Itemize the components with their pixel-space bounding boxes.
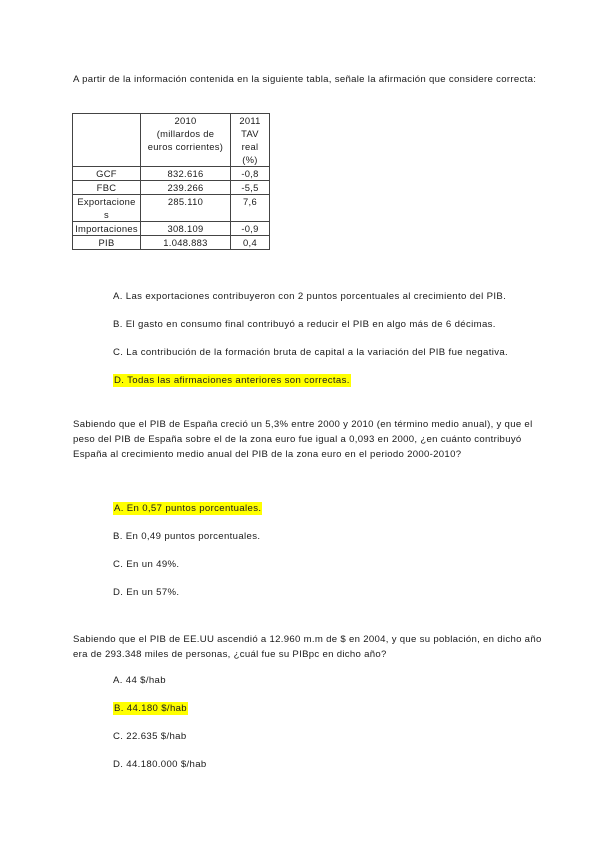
selected-answer-highlight: D. Todas las afirmaciones anteriores son correctas.	[114, 375, 350, 386]
table-row	[73, 181, 270, 195]
cell-2011: 0,4	[231, 236, 270, 250]
header-line: (millardos de	[156, 128, 215, 139]
q1-option-b[interactable]: B. El gasto en consumo final contribuyó a reducir el PIB en algo más de 6 décimas.	[113, 319, 496, 330]
q1-option-c[interactable]: C. La contribución de la formación bruta de capital a la variación del PIB fue negativa.	[113, 347, 509, 358]
question-1-intro: A partir de la información contenida en la siguiente tabla, señale la afirmación que considere correcta:	[73, 74, 537, 85]
q2-option-d[interactable]: D. En un 57%.	[113, 587, 180, 598]
q3-option-a[interactable]: A. 44 $/hab	[113, 675, 166, 686]
q3-option-c[interactable]: C. 22.635 $/hab	[113, 731, 187, 742]
data-table	[72, 113, 270, 250]
selected-answer-highlight: A. En 0,57 puntos porcentuales.	[114, 503, 262, 514]
cell-2011: 7,6	[231, 195, 270, 222]
table-row	[73, 236, 270, 250]
row-label	[73, 195, 141, 222]
table-row	[73, 222, 270, 236]
q2-option-a[interactable]	[113, 502, 262, 516]
q2-option-b[interactable]: B. En 0,49 puntos porcentuales.	[113, 531, 261, 542]
q3-option-b[interactable]	[113, 702, 188, 716]
selected-answer-highlight: B. 44.180 $/hab	[114, 703, 187, 714]
table-header-2010	[141, 114, 231, 167]
row-label-line: Exportacione	[77, 196, 136, 207]
question-2-text: Sabiendo que el PIB de España creció un 5,3% entre 2000 y 2010 (en término medio anual), y que el peso del PIB de España sobre el de la zona euro fue igual a 0,093 en 2000, ¿en cuánto contribuyó España al crecimiento medio anual del PIB de la zona euro en el periodo 2000-2010?	[73, 419, 533, 460]
cell-2011: -0,9	[231, 222, 270, 236]
row-label: GCF	[73, 167, 141, 181]
row-label: FBC	[73, 181, 141, 195]
q3-option-d[interactable]: D. 44.180.000 $/hab	[113, 759, 207, 770]
row-label: PIB	[73, 236, 141, 250]
table-header-empty	[73, 114, 141, 167]
q2-option-c[interactable]: C. En un 49%.	[113, 559, 180, 570]
cell-2010: 308.109	[141, 222, 231, 236]
cell-2010: 285.110	[141, 195, 231, 222]
cell-2010: 1.048.883	[141, 236, 231, 250]
row-label-line: s	[104, 209, 109, 220]
table-header-2011	[231, 114, 270, 167]
row-label: Importaciones	[73, 222, 141, 236]
table-row	[73, 195, 270, 222]
cell-2010: 239.266	[141, 181, 231, 195]
header-line: TAV	[241, 128, 259, 139]
cell-2010: 832.616	[141, 167, 231, 181]
question-3-text: Sabiendo que el PIB de EE.UU ascendió a 12.960 m.m de $ en 2004, y que su población, en dicho año era de 293.348 miles de personas, ¿cuál fue su PIBpc en dicho año?	[73, 634, 542, 660]
header-line: euros corrientes)	[147, 141, 224, 152]
table-row	[73, 167, 270, 181]
cell-2011: -5,5	[231, 181, 270, 195]
q1-option-d[interactable]	[113, 374, 351, 388]
cell-2011: -0,8	[231, 167, 270, 181]
q1-option-a[interactable]: A. Las exportaciones contribuyeron con 2 puntos porcentuales al crecimiento del PIB.	[113, 291, 507, 302]
table-header-row	[73, 114, 270, 167]
header-line: 2011	[239, 115, 261, 126]
header-line: 2010	[174, 115, 197, 126]
header-line: real (%)	[241, 141, 259, 165]
